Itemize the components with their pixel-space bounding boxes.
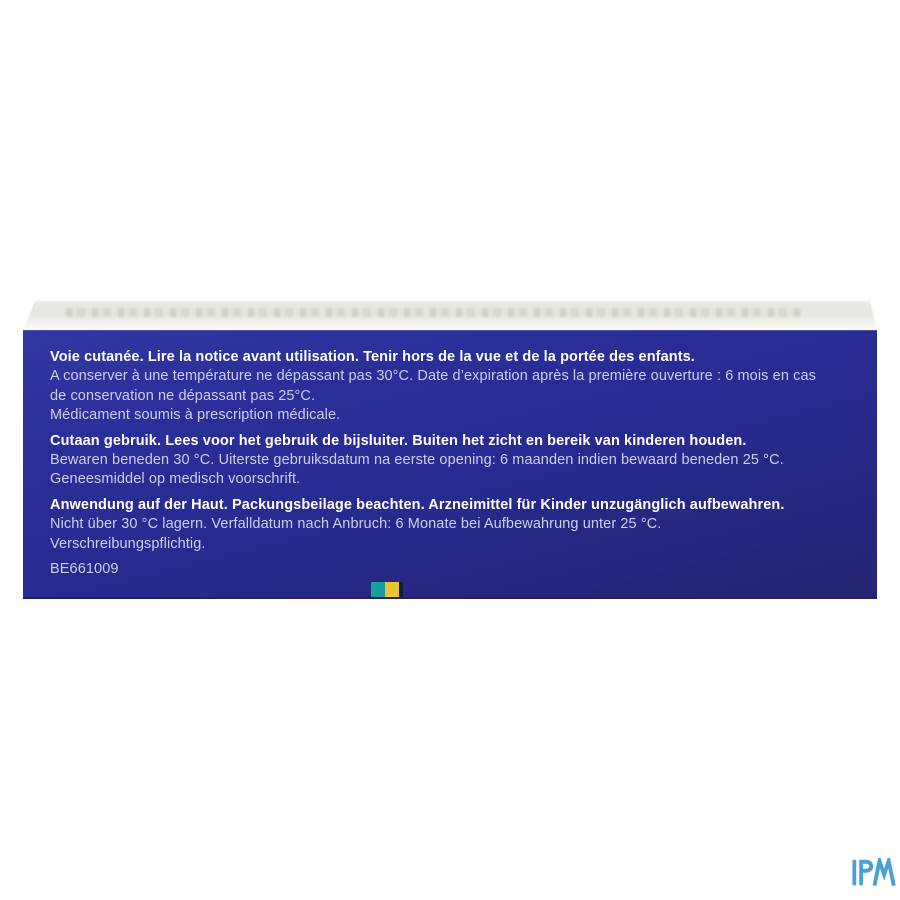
- french-storage-line-2: de conservation ne dépassant pas 25°C.: [50, 387, 316, 404]
- registration-number: BE661009: [50, 561, 119, 578]
- german-prescription-line: Verschreibungspflichtig.: [50, 535, 206, 552]
- ipm-letter-i: [852, 860, 856, 886]
- box-front-panel: [23, 330, 877, 599]
- teal-print-mark: [371, 582, 385, 597]
- ipm-watermark: [852, 858, 896, 887]
- ipm-logo-icon: [852, 858, 896, 887]
- dutch-prescription-line: Geneesmiddel op medisch voorschrift.: [50, 471, 301, 488]
- dutch-storage-line: Bewaren beneden 30 °C. Uiterste gebruiksdatum na eerste opening: 6 maanden indien bewaard beneden 25 °C.: [50, 452, 784, 469]
- french-prescription-line: Médicament soumis à prescription médicale.: [50, 407, 341, 424]
- print-color-marks: [371, 582, 403, 597]
- text-block-german: [50, 496, 863, 554]
- french-storage-line-1: A conserver à une température ne dépassant pas 30°C. Date d’expiration après la première ouverture : 6 mois en cas: [50, 368, 816, 385]
- ipm-letter-p-bowl: [863, 860, 873, 873]
- dutch-warning-bold: Cutaan gebruik. Lees voor het gebruik de bijsluiter. Buiten het zicht en bereik van kinderen houden.: [50, 432, 747, 449]
- text-block-french: [50, 348, 863, 426]
- french-warning-bold: Voie cutanée. Lire la notice avant utilisation. Tenir hors de la vue et de la portée des enfants.: [50, 349, 695, 365]
- embossed-texture: [66, 308, 800, 317]
- yellow-print-mark: [385, 582, 399, 597]
- dark-print-mark: [399, 582, 403, 597]
- german-warning-bold: Anwendung auf der Haut. Packungsbeilage beachten. Arzneimittel für Kinder unzugänglich aufbewahren.: [50, 496, 785, 513]
- german-storage-line: Nicht über 30 °C lagern. Verfalldatum nach Anbruch: 6 Monate bei Aufbewahrung unter 25 °C.: [50, 516, 662, 533]
- box-top-flap: [23, 301, 877, 330]
- text-block-dutch: [50, 432, 863, 490]
- ipm-letter-m: [874, 861, 893, 886]
- medicine-box: [23, 301, 877, 599]
- ipm-letter-p-stem: [859, 860, 863, 886]
